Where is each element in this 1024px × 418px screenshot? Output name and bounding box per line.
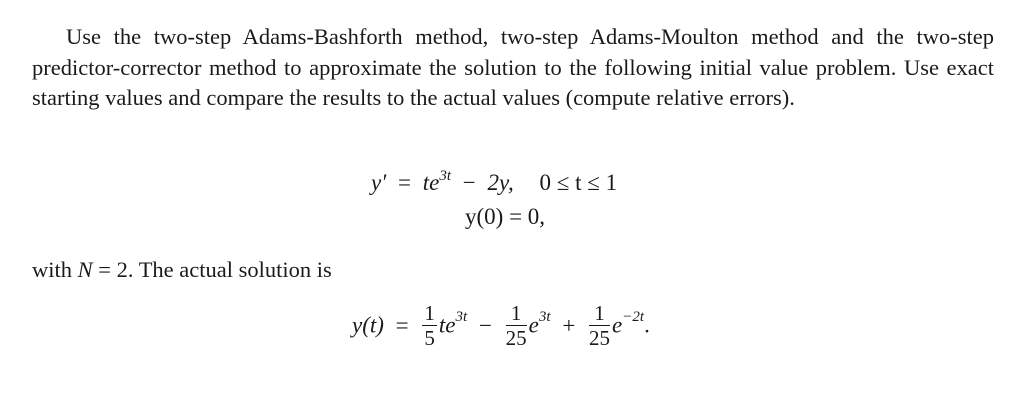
fraction-1-numerator: 1 xyxy=(424,301,435,325)
with-N-line xyxy=(32,257,332,283)
ode-term2: 2y, xyxy=(487,170,514,195)
solution-term3-exponent: −2t xyxy=(622,308,645,325)
fraction-3-numerator: 1 xyxy=(589,301,610,326)
solution-end-period: . xyxy=(644,312,650,338)
fraction-2-denominator: 25 xyxy=(505,326,527,350)
ode-term1: te xyxy=(422,170,440,195)
fraction-1-denominator: 5 xyxy=(424,326,435,350)
fraction-2-numerator: 1 xyxy=(506,301,527,326)
ode-lhs: y′ xyxy=(371,170,387,195)
fraction-one-fifth xyxy=(422,301,437,350)
solution-term2: e xyxy=(528,312,539,338)
solution-plus: + xyxy=(562,312,576,338)
solution-term2-exponent: 3t xyxy=(538,308,551,325)
ode-domain: 0 ≤ t ≤ 1 xyxy=(539,170,618,195)
with-word: with xyxy=(32,257,73,282)
problem-paragraph: Use the two-step Adams-Bashforth method, two-step Adams-Moulton method and the two-step predictor-corrector method to approximate the solution to the following initial value problem. Use exact starting values and compare the results to the actual values (compute relative errors). xyxy=(32,24,994,110)
ode-equals: = xyxy=(398,170,411,195)
ode-equation xyxy=(371,170,617,196)
solution-term1-exponent: 3t xyxy=(455,308,468,325)
solution-lhs: y(t) xyxy=(352,312,384,338)
N-symbol: N xyxy=(77,257,93,282)
N-value-text: = 2. The actual solution is xyxy=(98,257,332,282)
ode-minus: − xyxy=(462,170,476,195)
solution-term3: e xyxy=(612,312,623,338)
ode-term1-exponent: 3t xyxy=(439,168,452,184)
solution-term1: te xyxy=(438,312,456,338)
fraction-one-25th-a xyxy=(506,301,527,350)
solution-equals: = xyxy=(395,312,409,338)
fraction-3-denominator: 25 xyxy=(589,326,611,350)
actual-solution xyxy=(352,301,650,350)
initial-condition: y(0) = 0, xyxy=(465,204,546,229)
solution-minus: − xyxy=(478,312,492,338)
fraction-one-25th-b xyxy=(589,301,610,350)
